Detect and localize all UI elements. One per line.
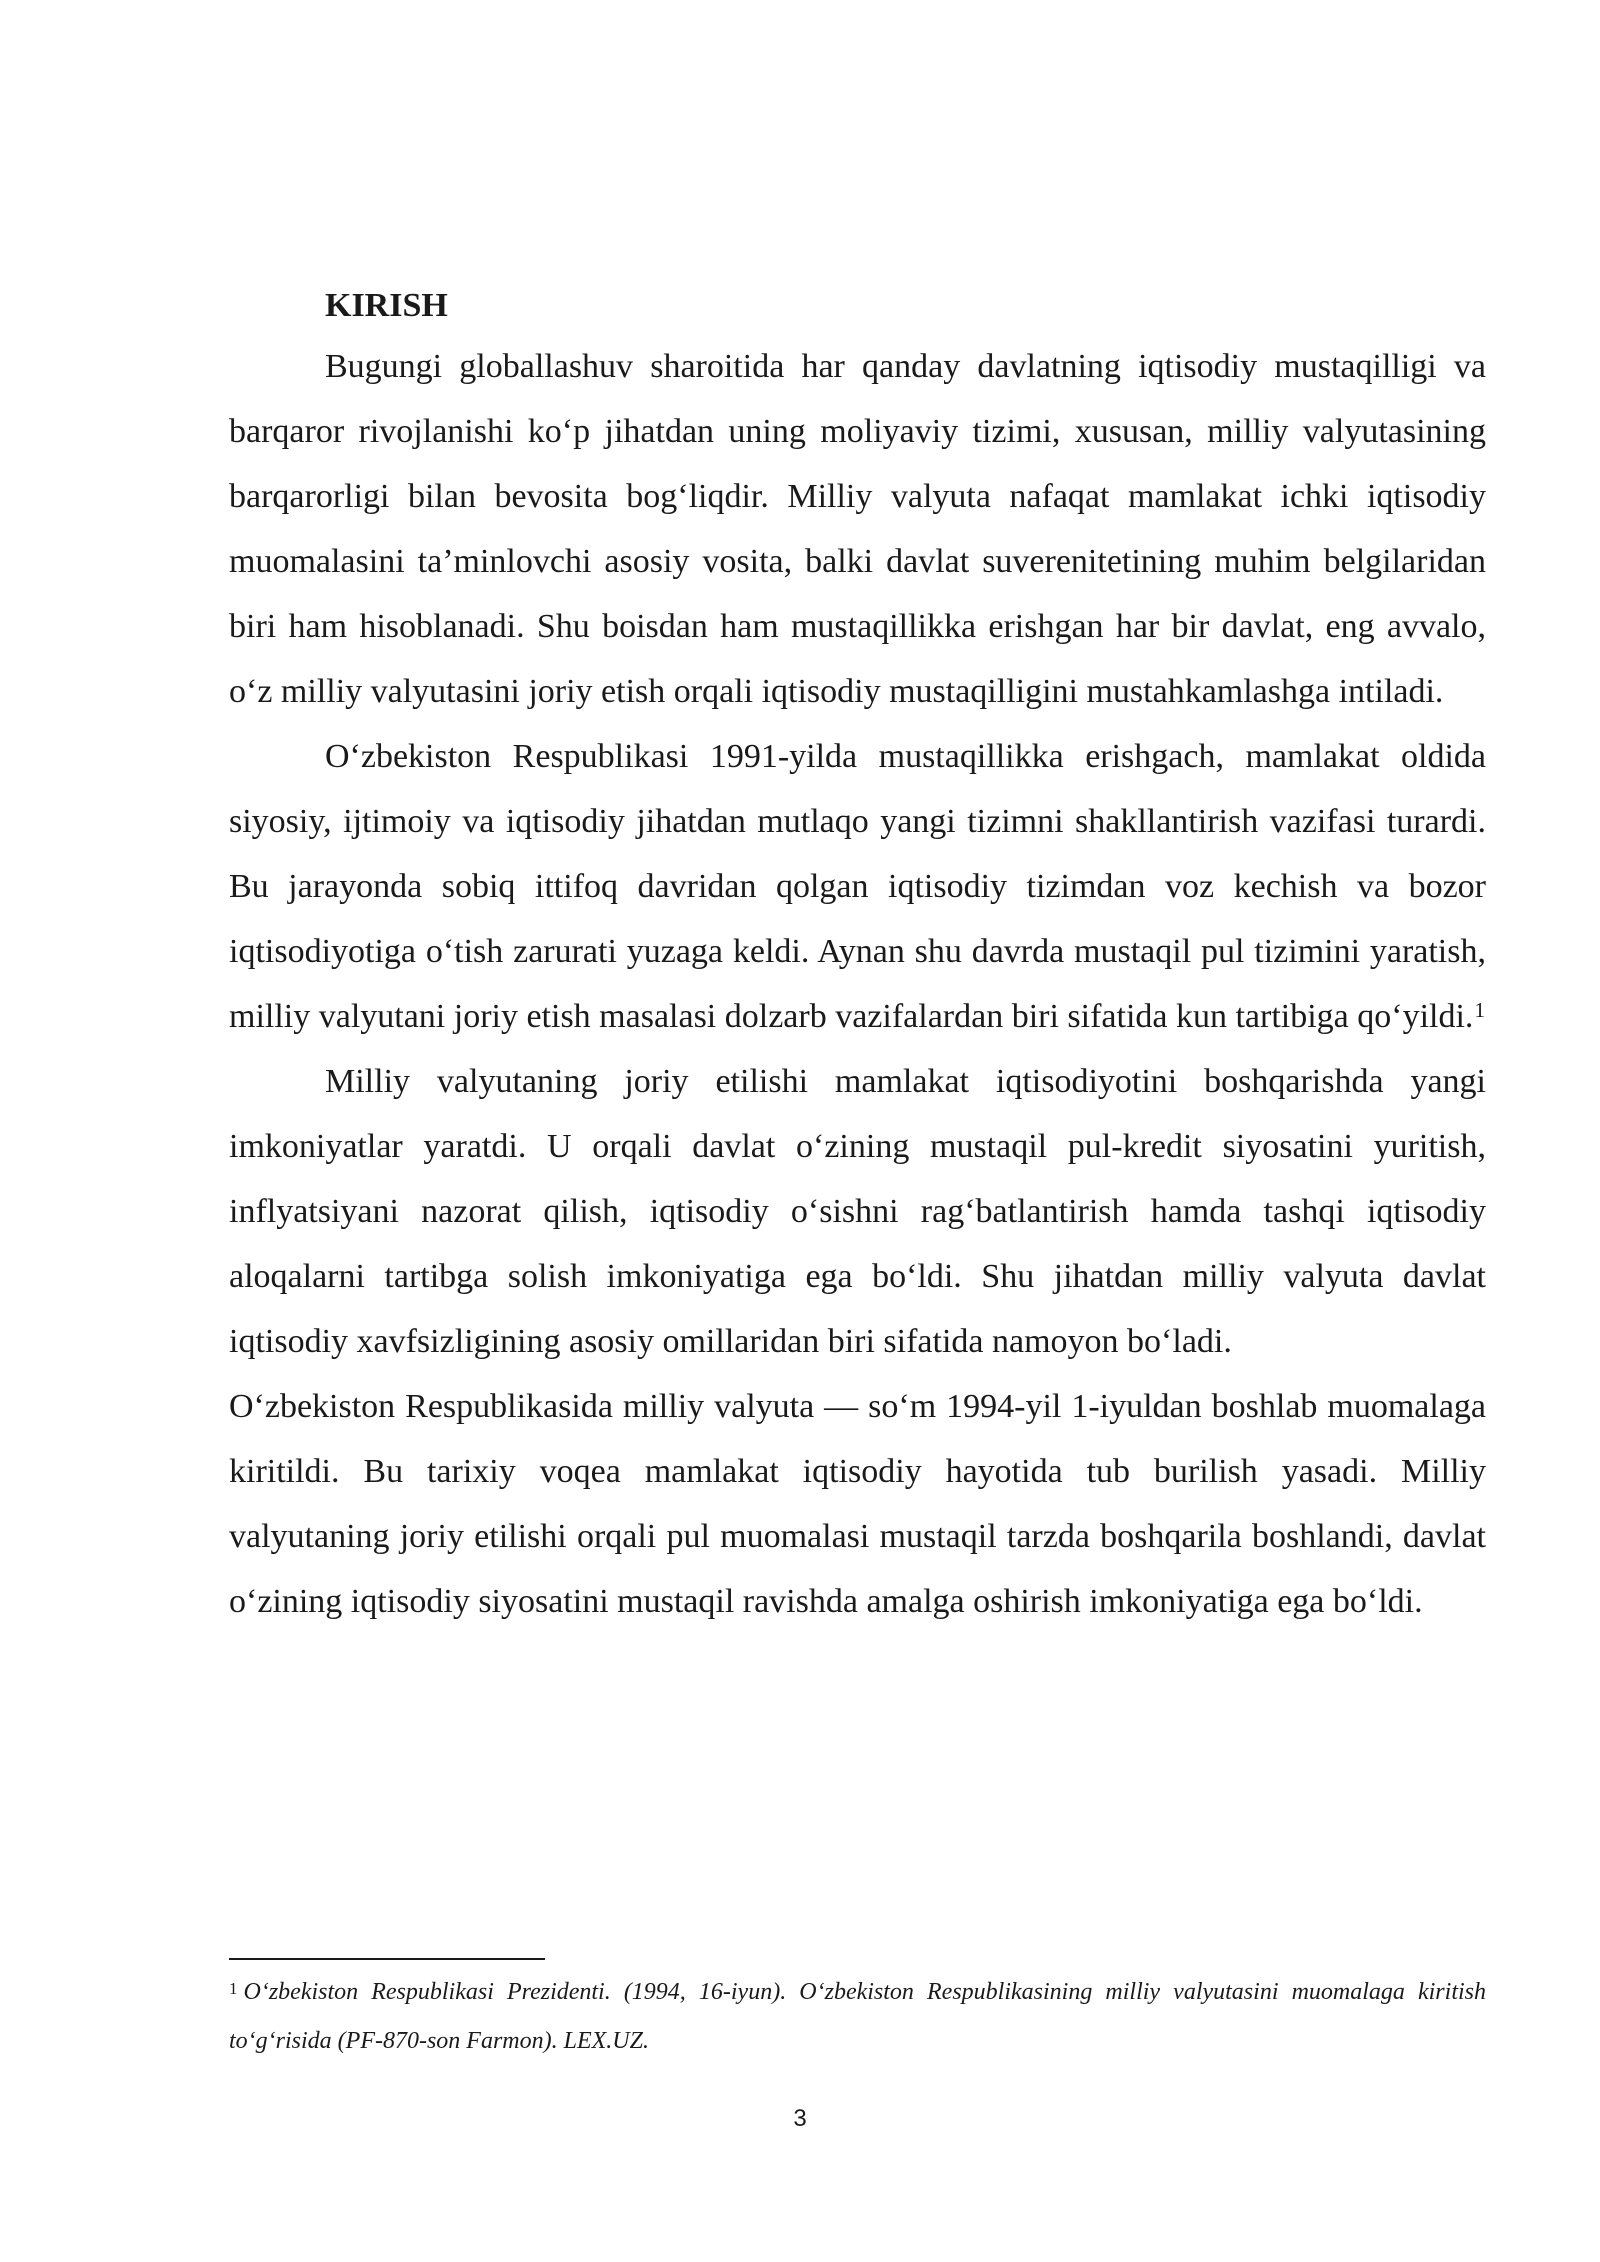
footnote-reference[interactable]: 1 (1474, 998, 1485, 1022)
footnote-separator (229, 1958, 545, 1960)
section-heading: KIRISH (325, 287, 448, 324)
footnote-mark: 1 (229, 1979, 238, 1998)
paragraph-2-text: O‘zbekiston Respublikasi 1991-yilda mustaqillikka erishgach, mamlakat oldida siyosiy, ijtimoiy va iqtisodiy jihatdan mutlaqo yangi tizimni shakllantirish vazifasi turardi. Bu jarayonda sobiq ittifoq davridan qolgan iqtisodiy tizimdan voz kechish va bozor iqtisodiyotiga o‘tish zarurati yuzaga keldi. Aynan shu davrda mustaqil pul tizimini yaratish, milliy valyutani joriy etish masalasi dolzarb vazifalardan biri sifatida kun tartibiga qo‘yildi. (229, 738, 1486, 1035)
page-body (229, 278, 1486, 1634)
page-number: 3 (793, 2105, 807, 2132)
paragraph-2 (229, 724, 1486, 1049)
paragraph-3-text: Milliy valyutaning joriy etilishi mamlakat iqtisodiyotini boshqarishda yangi imkoniyatlar yaratdi. U orqali davlat o‘zining mustaqil pul-kredit siyosatini yuritish, inflyatsiyani nazorat qilish, iqtisodiy o‘sishni rag‘batlantirish hamda tashqi iqtisodiy aloqalarni tartibga solish imkoniyatiga ega bo‘ldi. Shu jihatdan milliy valyuta davlat iqtisodiy xavfsizligining asosiy omillaridan biri sifatida namoyon bo‘ladi. (229, 1063, 1486, 1360)
paragraph-1-text: Bugungi globallashuv sharoitida har qanday davlatning iqtisodiy mustaqilligi va barqaror rivojlanishi ko‘p jihatdan uning moliyaviy tizimi, xususan, milliy valyutasining barqarorligi bilan bevosita bog‘liqdir. Milliy valyuta nafaqat mamlakat ichki iqtisodiy muomalasini ta’minlovchi asosiy vosita, balki davlat suverenitetining muhim belgilaridan biri ham hisoblanadi. Shu boisdan ham mustaqillikka erishgan har bir davlat, eng avvalo, o‘z milliy valyutasini joriy etish orqali iqtisodiy mustaqilligini mustahkamlashga intiladi. (229, 348, 1486, 710)
paragraph-1 (229, 334, 1486, 724)
footnote (229, 1968, 1486, 2066)
footnote-text: O‘zbekiston Respublikasi Prezidenti. (1994, 16-iyun). O‘zbekiston Respublikasining milliy valyutasini muomalaga kiritish to‘g‘risida (PF-870-son Farmon). LEX.UZ. (229, 1979, 1486, 2054)
paragraph-3 (229, 1049, 1486, 1374)
paragraph-4-text: O‘zbekiston Respublikasida milliy valyuta — so‘m 1994-yil 1-iyuldan boshlab muomalaga kiritildi. Bu tarixiy voqea mamlakat iqtisodiy hayotida tub burilish yasadi. Milliy valyutaning joriy etilishi orqali pul muomalasi mustaqil tarzda boshqarila boshlandi, davlat o‘zining iqtisodiy siyosatini mustaqil ravishda amalga oshirish imkoniyatiga ega bo‘ldi. (229, 1388, 1486, 1620)
paragraph-4 (229, 1374, 1486, 1634)
